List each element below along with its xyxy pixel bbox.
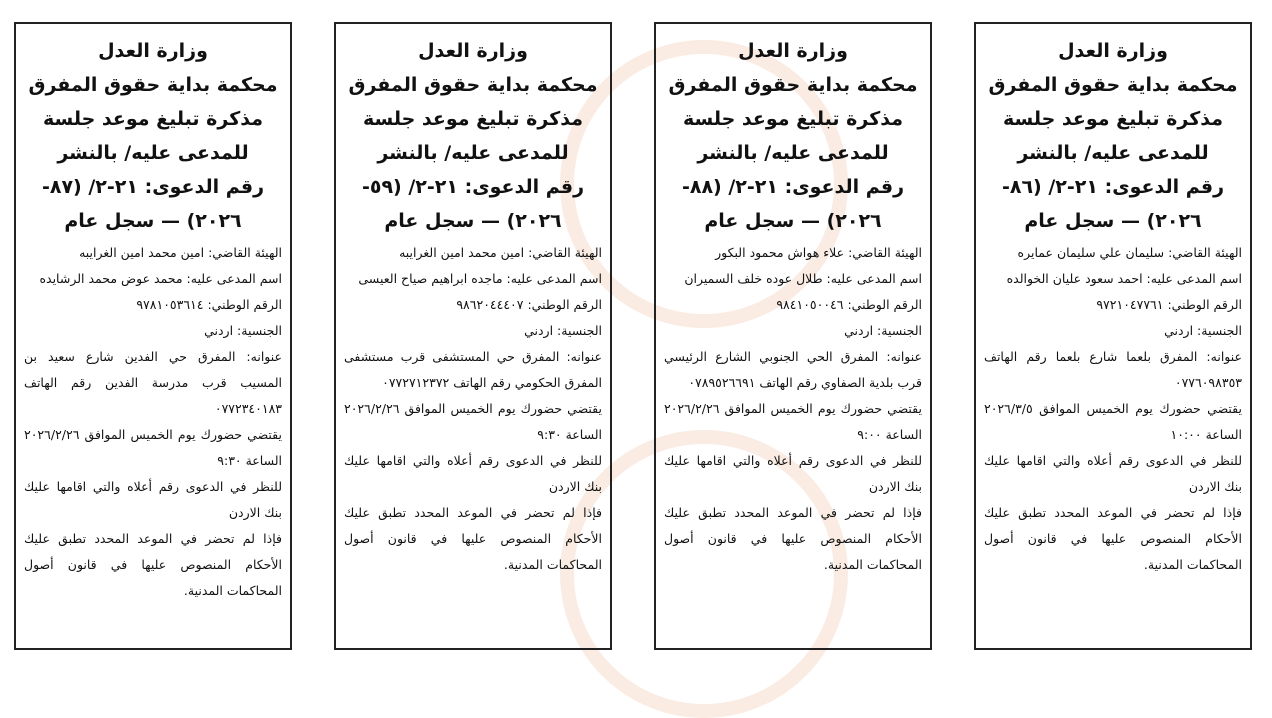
notice-card [974, 22, 1252, 650]
memo-subtitle: للمدعى عليه/ بالنشر [697, 142, 889, 164]
nationality-line: الجنسية: اردني [1164, 323, 1242, 338]
judge-line: الهيئة القاضي: علاء هواش محمود البكور [715, 245, 922, 260]
national-id-line: الرقم الوطني: ٩٧٢١٠٤٧٧٦١ [1096, 297, 1242, 312]
memo-title: مذكرة تبليغ موعد جلسة [43, 108, 263, 130]
case-register: ٢٠٢٦) — سجل عام [704, 210, 882, 232]
notice-header [344, 34, 602, 238]
defendant-line: اسم المدعى عليه: محمد عوض محمد الرشايده [39, 271, 282, 286]
court-name: محكمة بداية حقوق المفرق [28, 74, 278, 96]
notice-header [24, 34, 282, 238]
purpose-line: للنظر في الدعوى رقم أعلاه والتي اقامها عليك بنك الاردن [664, 453, 922, 494]
appearance-line: يقتضي حضورك يوم الخميس الموافق ٢٠٢٦/٢/٢٦ الساعة ٩:٠٠ [664, 401, 922, 442]
case-number: رقم الدعوى: ٢١-٢/ (٥٩- [361, 176, 585, 198]
address-line: عنوانه: المفرق حي المستشفى قرب مستشفى المفرق الحكومي رقم الهاتف ٠٧٧٢٧١٢٣٧٢ [344, 349, 602, 390]
notice-header [664, 34, 922, 238]
notice-body [344, 240, 602, 578]
memo-title: مذكرة تبليغ موعد جلسة [1003, 108, 1223, 130]
court-name: محكمة بداية حقوق المفرق [348, 74, 598, 96]
ministry-title: وزارة العدل [1058, 40, 1168, 62]
case-register: ٢٠٢٦) — سجل عام [1024, 210, 1202, 232]
notice-body [984, 240, 1242, 578]
case-register: ٢٠٢٦) — سجل عام [64, 210, 242, 232]
notice-card [14, 22, 292, 650]
court-name: محكمة بداية حقوق المفرق [988, 74, 1238, 96]
judge-line: الهيئة القاضي: امين محمد امين الغرايبه [79, 245, 282, 260]
memo-subtitle: للمدعى عليه/ بالنشر [377, 142, 569, 164]
notice-body [24, 240, 282, 604]
national-id-line: الرقم الوطني: ٩٨٦٢٠٤٤٤٠٧ [456, 297, 602, 312]
defendant-line: اسم المدعى عليه: احمد سعود عليان الخوالده [1006, 271, 1242, 286]
court-name: محكمة بداية حقوق المفرق [668, 74, 918, 96]
nationality-line: الجنسية: اردني [524, 323, 602, 338]
national-id-line: الرقم الوطني: ٩٧٨١٠٥٣٦١٤ [136, 297, 282, 312]
purpose-line: للنظر في الدعوى رقم أعلاه والتي اقامها عليك بنك الاردن [344, 453, 602, 494]
notice-card [334, 22, 612, 650]
notice-header [984, 34, 1242, 238]
notice-card [654, 22, 932, 650]
purpose-line: للنظر في الدعوى رقم أعلاه والتي اقامها عليك بنك الاردن [24, 479, 282, 520]
appearance-line: يقتضي حضورك يوم الخميس الموافق ٢٠٢٦/٢/٢٦ الساعة ٩:٣٠ [344, 401, 602, 442]
ministry-title: وزارة العدل [98, 40, 208, 62]
judge-line: الهيئة القاضي: سليمان علي سليمان عمايره [1017, 245, 1242, 260]
case-number: رقم الدعوى: ٢١-٢/ (٨٧- [41, 176, 265, 198]
ministry-title: وزارة العدل [418, 40, 528, 62]
ministry-title: وزارة العدل [738, 40, 848, 62]
memo-title: مذكرة تبليغ موعد جلسة [683, 108, 903, 130]
nationality-line: الجنسية: اردني [844, 323, 922, 338]
defendant-line: اسم المدعى عليه: ماجده ابراهيم صياح العيسى [358, 271, 602, 286]
memo-subtitle: للمدعى عليه/ بالنشر [57, 142, 249, 164]
warning-line: فإذا لم تحضر في الموعد المحدد تطبق عليك الأحكام المنصوص عليها في قانون أصول المحاكمات المدنية. [984, 505, 1242, 572]
purpose-line: للنظر في الدعوى رقم أعلاه والتي اقامها عليك بنك الاردن [984, 453, 1242, 494]
memo-title: مذكرة تبليغ موعد جلسة [363, 108, 583, 130]
warning-line: فإذا لم تحضر في الموعد المحدد تطبق عليك الأحكام المنصوص عليها في قانون أصول المحاكمات المدنية. [344, 505, 602, 572]
national-id-line: الرقم الوطني: ٩٨٤١٠٥٠٠٤٦ [776, 297, 922, 312]
case-number: رقم الدعوى: ٢١-٢/ (٨٦- [1001, 176, 1225, 198]
address-line: عنوانه: المفرق الحي الجنوبي الشارع الرئيسي قرب بلدية الصفاوي رقم الهاتف ٠٧٨٩٥٢٦٦٩١ [664, 349, 922, 390]
warning-line: فإذا لم تحضر في الموعد المحدد تطبق عليك الأحكام المنصوص عليها في قانون أصول المحاكمات المدنية. [664, 505, 922, 572]
notice-body [664, 240, 922, 578]
nationality-line: الجنسية: اردني [204, 323, 282, 338]
memo-subtitle: للمدعى عليه/ بالنشر [1017, 142, 1209, 164]
judge-line: الهيئة القاضي: امين محمد امين الغرايبه [399, 245, 602, 260]
appearance-line: يقتضي حضورك يوم الخميس الموافق ٢٠٢٦/٣/٥ الساعة ١٠:٠٠ [984, 401, 1242, 442]
address-line: عنوانه: المفرق حي الفدين شارع سعيد بن المسيب قرب مدرسة الفدين رقم الهاتف ٠٧٧٢٣٤٠١٨٣ [24, 349, 282, 416]
case-register: ٢٠٢٦) — سجل عام [384, 210, 562, 232]
case-number: رقم الدعوى: ٢١-٢/ (٨٨- [681, 176, 905, 198]
defendant-line: اسم المدعى عليه: طلال عوده خلف السميران [684, 271, 922, 286]
address-line: عنوانه: المفرق بلعما شارع بلعما رقم الهاتف ٠٧٧٦٠٩٨٣٥٣ [984, 349, 1242, 390]
appearance-line: يقتضي حضورك يوم الخميس الموافق ٢٠٢٦/٢/٢٦ الساعة ٩:٣٠ [24, 427, 282, 468]
warning-line: فإذا لم تحضر في الموعد المحدد تطبق عليك الأحكام المنصوص عليها في قانون أصول المحاكمات المدنية. [24, 531, 282, 598]
